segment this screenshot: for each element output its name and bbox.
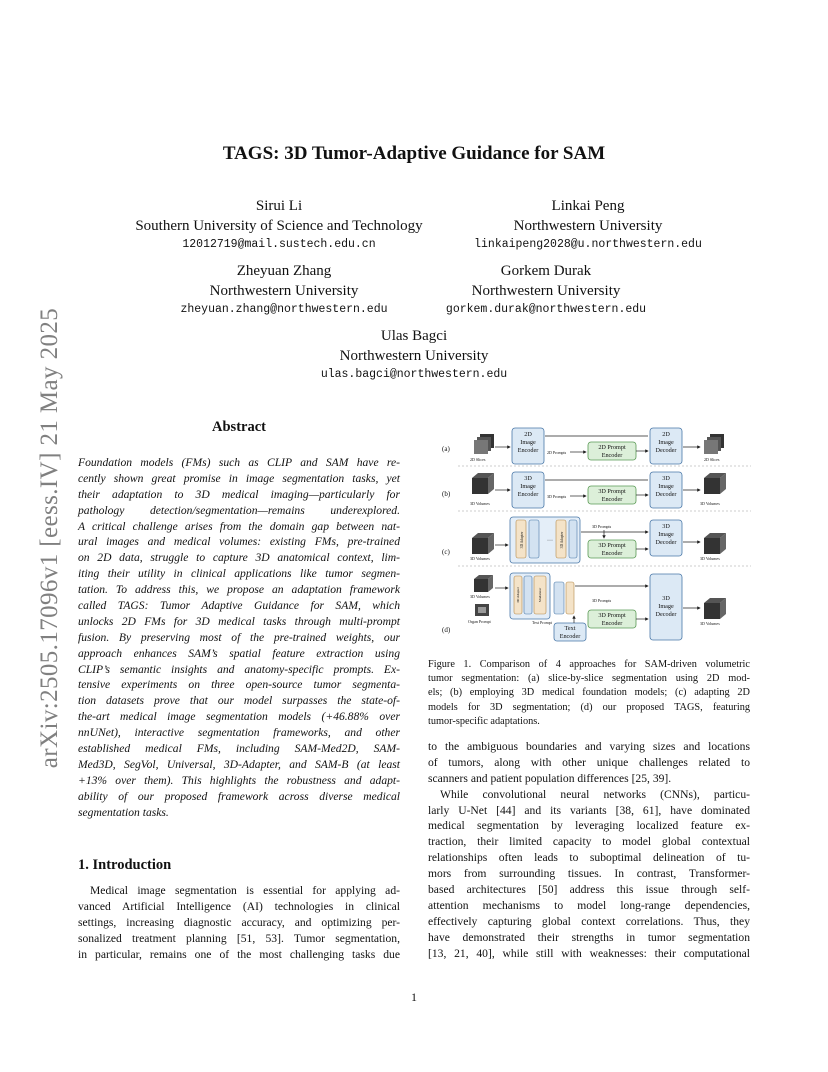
author-affiliation: Northwestern University — [513, 218, 663, 234]
author-affiliation: Northwestern University — [339, 348, 489, 364]
svg-text:Image: Image — [658, 439, 674, 446]
svg-text:3D Prompt: 3D Prompt — [598, 542, 626, 549]
text-line: pathology detection/segmentation—remains underexplored. — [78, 503, 400, 517]
svg-text:3D: 3D — [524, 475, 532, 482]
input-volume-icon — [474, 575, 493, 592]
text-line: effectively capturing global context correlations. Thus, they — [428, 914, 750, 928]
text-line: approach enhances SAM’s spatial feature extraction using — [78, 646, 400, 660]
text-line: the-art medical image segmentation models (+46.88% over — [78, 710, 400, 724]
author-name: Linkai Peng — [551, 198, 625, 214]
svg-text:Decoder: Decoder — [655, 539, 677, 546]
svg-text:3D: 3D — [662, 595, 670, 602]
text-line: ural images and medical volumes: existing FMs, pre-trained — [78, 535, 400, 549]
author-email[interactable]: 12012719@mail.sustech.edu.cn — [182, 238, 376, 251]
svg-text:3D Prompt: 3D Prompt — [598, 488, 626, 495]
svg-text:Decoder: Decoder — [655, 447, 677, 454]
text-line: iting their utility in clinical applications like tumor segmen- — [78, 567, 400, 581]
text-line: tion datasets prove that our model surpasses the state-of- — [78, 694, 400, 708]
text-line: ability of our proposed framework across diverse medical — [78, 789, 400, 803]
right-column-body — [428, 739, 750, 961]
text-line: While convolutional neural networks (CNNs), particu- — [440, 787, 750, 801]
author-email[interactable]: ulas.bagci@northwestern.edu — [320, 368, 508, 381]
author-block-2 — [448, 196, 728, 254]
output-volume-icon — [704, 533, 726, 554]
svg-text:Image: Image — [658, 531, 674, 538]
paper-title: TAGS: 3D Tumor-Adaptive Guidance for SAM — [222, 143, 606, 164]
text-line: fusion. By preserving most of the pre-trained weights, our — [78, 630, 400, 644]
svg-text:3D Adapter: 3D Adapter — [560, 531, 564, 549]
text-line: attention mechanisms to model long-range dependencies, — [428, 898, 750, 912]
svg-text:Decoder: Decoder — [655, 611, 677, 618]
text-line: segmentation tasks. — [78, 805, 169, 819]
svg-text:2D: 2D — [662, 431, 670, 438]
text-line: tensive experiments on three open-source tumor segmenta- — [78, 678, 400, 692]
text-line: settings, increasing diagnostic accuracy, and optimizing per- — [78, 915, 400, 929]
text-line: tumor segmentation: (a) slice-by-slice segmentation using 2D mod- — [428, 673, 750, 685]
organ-prompt-icon — [475, 604, 489, 616]
abstract-heading: Abstract — [212, 419, 266, 435]
svg-text:Encoder: Encoder — [601, 452, 623, 459]
text-line: on 2D data, struggle to capture 3D anatomical context, lim- — [78, 551, 400, 565]
text-line: Figure 1. Comparison of 4 approaches for SAM-driven volumetric — [428, 659, 750, 670]
output-volume-icon — [704, 598, 726, 619]
svg-text:3D Volumes: 3D Volumes — [470, 594, 490, 599]
label-text-prompt: Text Prompt — [532, 620, 552, 625]
author-affiliation: Southern University of Science and Technology — [135, 218, 423, 234]
text-line: have demonstrated their strengths in tumor segmentation — [428, 930, 750, 944]
svg-text:3D Adapter: 3D Adapter — [516, 587, 520, 603]
svg-text:Image: Image — [658, 603, 674, 610]
text-line: Medical image segmentation is essential for applying ad- — [90, 884, 400, 897]
svg-text:Encoder: Encoder — [601, 496, 623, 503]
label-3d-prompts: 3D Prompts — [547, 494, 567, 499]
section-heading-introduction: 1. Introduction — [78, 857, 172, 873]
arxiv-stamp: arXiv:2505.17096v1 [eess.IV] 21 May 2025 — [36, 307, 63, 769]
input-volume-icon — [472, 533, 494, 554]
label-2d-slices: 2D Slices — [470, 457, 486, 462]
text-line: tumor-specific adaptations. — [428, 715, 540, 727]
text-line: called TAGS: Tumor Adaptive Guidance for SAM, which — [78, 599, 400, 613]
label-organ-prompt: Organ Prompt — [468, 619, 491, 624]
output-volume-icon — [704, 473, 726, 494]
author-block-4 — [406, 261, 686, 319]
ellipsis: ··· — [547, 538, 553, 544]
svg-text:Encoder: Encoder — [601, 550, 623, 557]
svg-text:3D Prompts: 3D Prompts — [592, 598, 612, 603]
svg-text:3D Adapter: 3D Adapter — [520, 531, 524, 549]
text-line: CLIP’s semantic insights and anatomy-specific prompts. Ex- — [78, 662, 400, 676]
svg-text:Image: Image — [658, 483, 674, 490]
input-volume-icon — [472, 473, 494, 494]
svg-text:3D: 3D — [662, 475, 670, 482]
svg-text:Text: Text — [564, 625, 576, 632]
label-3d-volumes: 3D Volumes — [470, 501, 490, 506]
text-line: of tumors, along with other unique challenges related to — [428, 755, 750, 769]
author-affiliation: Northwestern University — [209, 283, 359, 299]
row-label-b: (b) — [442, 490, 451, 498]
text-line: based architectures [50] address this issue through self- — [428, 883, 750, 897]
author-name: Zheyuan Zhang — [236, 263, 332, 279]
text-line: tation. To address this, we propose an adaptation framework — [78, 583, 400, 597]
author-affiliation: Northwestern University — [471, 283, 621, 299]
author-email[interactable]: linkaipeng2028@u.northwestern.edu — [474, 238, 702, 251]
text-line: traction, their limited capacity to model global contextual — [428, 835, 750, 849]
svg-text:Encoder: Encoder — [517, 447, 539, 454]
text-line: models for 3D segmentation; (d) our proposed TAGS, featuring — [428, 701, 750, 713]
text-line: A critical challenge arises from the domain gap between nat- — [78, 519, 400, 533]
author-block-5 — [274, 326, 554, 384]
author-email[interactable]: zheyuan.zhang@northwestern.edu — [180, 303, 388, 316]
text-line: Foundation models (FMs) such as CLIP and SAM have re- — [78, 456, 400, 469]
row-label-a: (a) — [442, 445, 450, 453]
text-line: established medical FMs, including SAM-Med2D, SAM- — [78, 742, 400, 756]
text-line: in particular, remains one of the most challenging tasks due — [78, 947, 400, 961]
text-line: els; (b) employing 3D medical foundation models; (c) adapting 2D — [428, 687, 750, 699]
svg-text:3D Volumes: 3D Volumes — [700, 621, 720, 626]
introduction-body — [78, 883, 400, 962]
svg-text:Decoder: Decoder — [655, 491, 677, 498]
svg-text:2D: 2D — [524, 431, 532, 438]
svg-text:3D Prompts: 3D Prompts — [592, 524, 612, 529]
svg-text:3D: 3D — [662, 523, 670, 530]
text-line: sonalized treatment planning [51, 53]. Tumor segmentation, — [78, 931, 400, 945]
row-label-c: (c) — [442, 548, 450, 556]
figure-1-caption — [428, 658, 750, 729]
output-slices-icon — [704, 434, 724, 454]
svg-text:Image: Image — [520, 483, 536, 490]
text-line: nnUNet), interactive segmentation frameworks, and other — [78, 726, 400, 740]
row-label-d: (d) — [442, 626, 451, 634]
author-name: Sirui Li — [255, 198, 303, 214]
text-line: vanced Artificial Intelligence (AI) technologies in clinical — [78, 899, 400, 913]
text-line: larly U-Net [44] and its variants [38, 61], have dominated — [428, 803, 750, 817]
svg-text:3D Volumes: 3D Volumes — [700, 501, 720, 506]
figure-1-diagram — [428, 420, 751, 648]
svg-text:Modulator: Modulator — [538, 587, 542, 603]
svg-text:Image: Image — [520, 439, 536, 446]
text-line: scanners and patient population differences [25, 39]. — [428, 771, 672, 785]
text-line: Med3D, SegVol, Universal, 3D-Adapter, and SAM-B (at least — [78, 757, 400, 771]
text-line: to the ambiguous boundaries and varying sizes and locations — [428, 740, 750, 753]
text-line: cently shown great promise in image segmentation tasks, yet — [78, 471, 400, 485]
author-email[interactable]: gorkem.durak@northwestern.edu — [445, 303, 647, 316]
text-line: medical segmentation by leveraging localized feature ex- — [428, 819, 750, 833]
label-2d-prompts: 2D Prompts — [547, 450, 567, 455]
svg-text:3D Volumes: 3D Volumes — [470, 556, 490, 561]
text-line: relationships often leads to suboptimal delineation of tu- — [428, 851, 750, 865]
author-name: Gorkem Durak — [500, 263, 592, 279]
abstract-body — [78, 455, 400, 820]
author-block-1 — [104, 196, 454, 254]
input-slices-icon — [474, 434, 494, 454]
svg-text:2D Slices: 2D Slices — [704, 457, 720, 462]
page-number: 1 — [411, 990, 417, 1004]
svg-text:2D Prompt: 2D Prompt — [598, 444, 626, 451]
svg-text:Encoder: Encoder — [601, 620, 623, 627]
svg-text:3D Volumes: 3D Volumes — [700, 556, 720, 561]
author-name: Ulas Bagci — [380, 328, 448, 344]
text-line: their adaptation to 3D medical imaging—particularly for — [78, 487, 400, 501]
text-line: mors from surrounding tissues. In contrast, Transformer- — [428, 867, 750, 881]
text-line: [13, 21, 40], while still with weaknesses: their computational — [428, 946, 750, 960]
svg-text:3D Prompt: 3D Prompt — [598, 612, 626, 619]
svg-text:Encoder: Encoder — [517, 491, 539, 498]
text-line: +13% over them). This highlights the robustness and adapt- — [78, 773, 400, 787]
text-line: unlocks 2D FMs for 3D medical tasks through multi-prompt — [78, 614, 400, 628]
author-block-3 — [144, 261, 424, 319]
svg-text:Encoder: Encoder — [559, 633, 581, 640]
